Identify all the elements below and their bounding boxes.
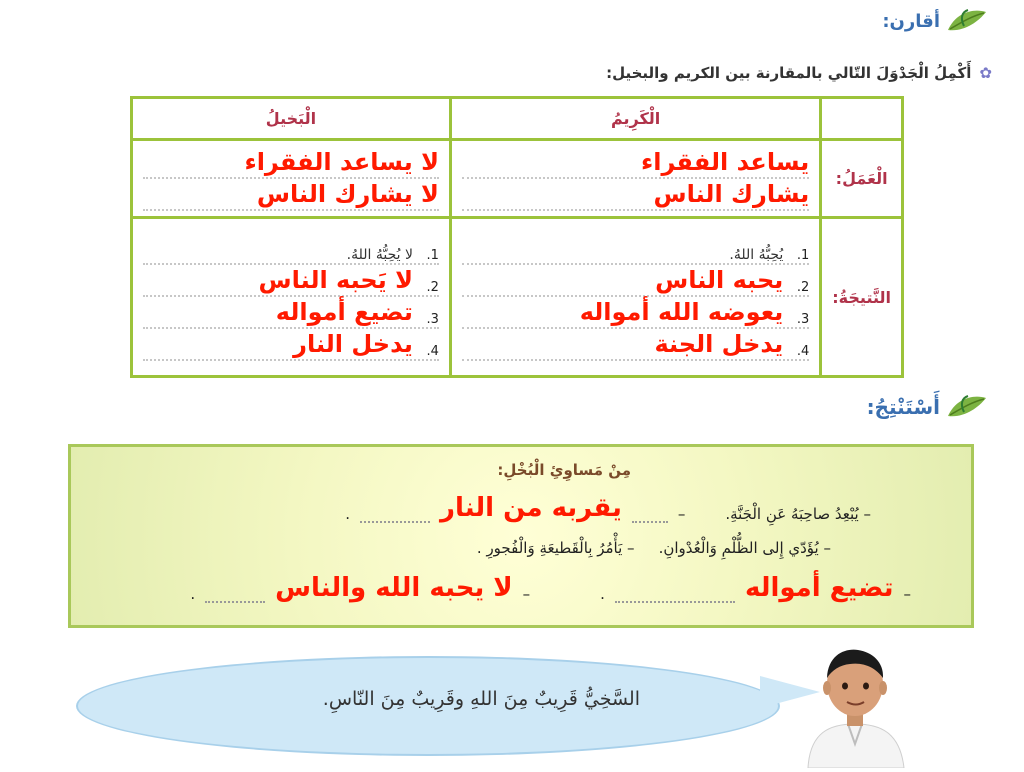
item-number: 2. [796, 280, 810, 295]
compare-heading-text: أقارن: [882, 10, 940, 32]
answer-line [462, 147, 809, 179]
result-line [462, 329, 809, 361]
generous-result-2: يحبه الناس [655, 266, 784, 294]
miser-result-4: يدخل النار [293, 330, 413, 358]
conclusion-line-2a: – يُؤَدّي إِلى الظُّلْمِ وَالْعُدْوانِ. [658, 539, 831, 557]
result-line [462, 297, 809, 329]
conclusion-answer-2: تضيع أمواله [744, 573, 894, 603]
conclusion-line-1-text: – يُبْعِدُ صاحِبَهُ عَنِ الْجَنَّةِ. [725, 505, 871, 523]
flower-icon: ✿ [979, 64, 992, 82]
item-number: 3. [426, 312, 439, 327]
column-header-generous: الْكَرِيمُ [450, 98, 820, 140]
conclusion-line-3 [190, 573, 911, 603]
result-line [143, 329, 439, 361]
conclusion-line-2 [477, 539, 831, 557]
conclusion-answer-1: يقربه من النار [440, 493, 622, 523]
answer-dots [205, 583, 265, 603]
dash: – [903, 585, 911, 603]
result-line [462, 233, 809, 265]
table-row-result [132, 218, 903, 377]
answer-dots [615, 583, 735, 603]
generous-result-1: يُحِبُّهُ اللهُ. [729, 247, 784, 263]
miser-result-1: لا يُحِبُّهُ اللهُ. [346, 247, 413, 263]
column-header-miser: الْبَخيلُ [132, 98, 451, 140]
miser-result-cell [132, 218, 451, 377]
conclusion-answer-3: لا يحبه الله والناس [275, 573, 513, 603]
instruction-text: أَكْمِلُ الْجَدْوَلَ التّالي بالمقارنة بين الكريم والبخيل: [606, 64, 972, 82]
result-line [462, 265, 809, 297]
table-header-row [132, 98, 903, 140]
comparison-table [130, 96, 904, 378]
answer-line [143, 147, 439, 179]
dash: – [522, 585, 531, 603]
result-line [143, 297, 439, 329]
leaf-icon [944, 6, 990, 36]
miser-result-3: تضيع أمواله [275, 298, 413, 326]
speech-text: السَّخِيُّ قَرِيبٌ مِنَ اللهِ وقَرِيبٌ مِنَ النّاسِ. [322, 688, 640, 710]
compare-heading [882, 6, 990, 36]
conclude-heading [867, 392, 990, 422]
item-number: 1. [426, 248, 439, 263]
corner-cell [821, 98, 903, 140]
generous-result-3: يعوضه الله أمواله [579, 298, 784, 326]
row-label-result: النَّتيجَةُ: [821, 218, 903, 377]
conclusion-line-2b: – يَأْمُرُ بِالْقَطيعَةِ وَالْفُجورِ . [476, 539, 635, 557]
item-number: 1. [796, 248, 810, 263]
answer-line [143, 179, 439, 211]
miser-result-2: لا يَحبه الناس [258, 266, 413, 294]
miser-action-1: لا يساعد الفقراء [244, 147, 439, 176]
conclude-heading-text: أَسْتَنْتِجُ: [866, 395, 940, 419]
miser-action-2: لا يشارك الناس [256, 179, 439, 208]
result-line [143, 233, 439, 265]
dot: . [600, 585, 605, 603]
answer-dots [632, 503, 668, 523]
boy-illustration [800, 640, 910, 768]
answer-dots [360, 503, 430, 523]
leaf-icon [944, 392, 990, 422]
dot: . [345, 505, 351, 523]
row-label-action: الْعَمَلُ: [821, 140, 903, 218]
conclusion-title: مِنْ مَساوِئِ الْبُخْلِ: [497, 461, 631, 479]
item-number: 4. [426, 344, 439, 359]
dot: . [190, 585, 196, 603]
generous-action-2: يشارك الناس [653, 179, 810, 208]
conclusion-box [68, 444, 974, 628]
generous-action-cell [450, 140, 820, 218]
dash: – [677, 505, 686, 523]
generous-action-1: يساعد الفقراء [641, 147, 810, 176]
item-number: 4. [796, 344, 810, 359]
item-number: 3. [796, 312, 810, 327]
conclusion-line-1 [345, 493, 871, 523]
result-line [143, 265, 439, 297]
generous-result-4: يدخل الجنة [654, 330, 784, 358]
item-number: 2. [426, 280, 439, 295]
generous-result-cell [450, 218, 820, 377]
answer-line [462, 179, 809, 211]
miser-action-cell [132, 140, 451, 218]
instruction [92, 64, 992, 82]
table-row-action [132, 140, 903, 218]
